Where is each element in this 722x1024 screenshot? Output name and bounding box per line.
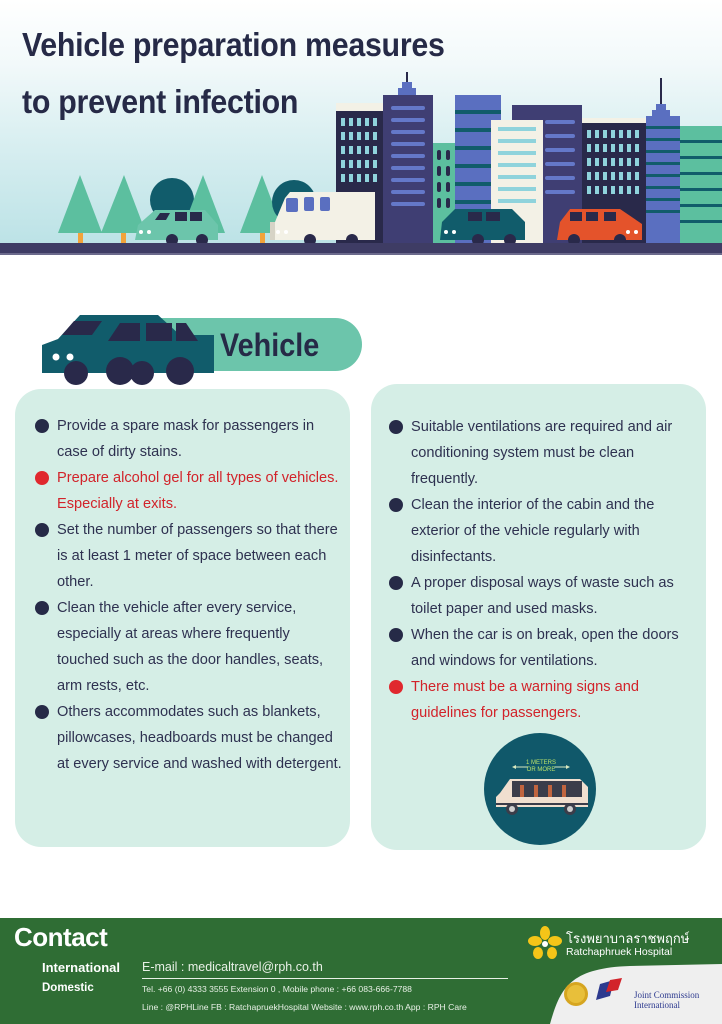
- road-edge: [0, 253, 722, 255]
- list-item: When the car is on break, open the doors and windows for ventilations.: [389, 622, 701, 674]
- logo-thai-name: โรงพยาบาลราชพฤกษ์: [566, 932, 690, 947]
- hospital-logo: [528, 924, 718, 964]
- phone-info[interactable]: Tel. +66 (0) 4333 3555 Extension 0 , Mobile phone : +66 083-666-7788: [142, 984, 412, 994]
- left-panel: [15, 389, 350, 847]
- bullet-icon: [389, 628, 403, 642]
- page-title: [22, 16, 445, 130]
- list-item: Clean the vehicle after every service, especially at areas where frequently touched such as the door handles, seats, arm rests, etc.: [35, 595, 345, 699]
- list-item: Others accommodates such as blankets, pillowcases, headboards must be changed at every service and washed with detergent.: [35, 699, 345, 777]
- road: [0, 243, 722, 253]
- contact-footer: [0, 918, 722, 1024]
- list-item: Clean the interior of the cabin and the exterior of the vehicle regularly with disinfectants.: [389, 492, 701, 570]
- bullet-icon: [389, 576, 403, 590]
- list-item: Suitable ventilations are required and air conditioning system must be clean frequently.: [389, 414, 701, 492]
- green-car: [135, 210, 218, 246]
- bullet-icon: [35, 705, 49, 719]
- car-icon: [38, 305, 218, 387]
- bus-icon: [484, 733, 596, 845]
- international-label: International: [42, 960, 121, 975]
- email-link[interactable]: E-mail : medicaltravel@rph.co.th: [142, 960, 323, 974]
- list-item-highlighted: Prepare alcohol gel for all types of vehicles. Especially at exits.: [35, 465, 345, 517]
- left-bullet-list: [35, 413, 345, 777]
- contact-title: Contact: [14, 922, 108, 952]
- bullet-icon: [389, 680, 403, 694]
- jci-logo-text: Joint Commission International: [634, 990, 700, 1010]
- bullet-icon: [35, 419, 49, 433]
- white-van: [270, 192, 375, 246]
- svg-text:OR MORE: OR MORE: [526, 767, 556, 773]
- flower-logo-icon: [528, 926, 562, 960]
- logo-english-name: Ratchaphruek Hospital: [566, 946, 673, 958]
- list-item-highlighted: There must be a warning signs and guidelines for passengers.: [389, 674, 701, 726]
- section-title: Vehicle: [220, 327, 320, 363]
- list-item: A proper disposal ways of waste such as toilet paper and used masks.: [389, 570, 701, 622]
- svg-text:1 METERS: 1 METERS: [525, 760, 557, 766]
- divider: [142, 978, 508, 979]
- bullet-icon: [389, 498, 403, 512]
- domestic-label: Domestic: [42, 982, 94, 994]
- list-item: Provide a spare mask for passengers in case of dirty stains.: [35, 413, 345, 465]
- title-line-2: to prevent infection: [22, 83, 299, 120]
- bullet-icon: [389, 420, 403, 434]
- list-item: Set the number of passengers so that there is at least 1 meter of space between each other.: [35, 517, 345, 595]
- hero-banner: [0, 0, 722, 255]
- bullet-icon: [35, 523, 49, 537]
- bus-distancing-illustration: [484, 733, 596, 845]
- social-links[interactable]: Line : @RPHLine FB : RatchapruekHospital Website : www.rph.co.th App : RPH Care: [142, 1002, 467, 1012]
- bullet-icon: [35, 601, 49, 615]
- right-bullet-list: [389, 414, 701, 726]
- bullet-icon: [35, 471, 49, 485]
- title-line-1: Vehicle preparation measures: [22, 26, 445, 63]
